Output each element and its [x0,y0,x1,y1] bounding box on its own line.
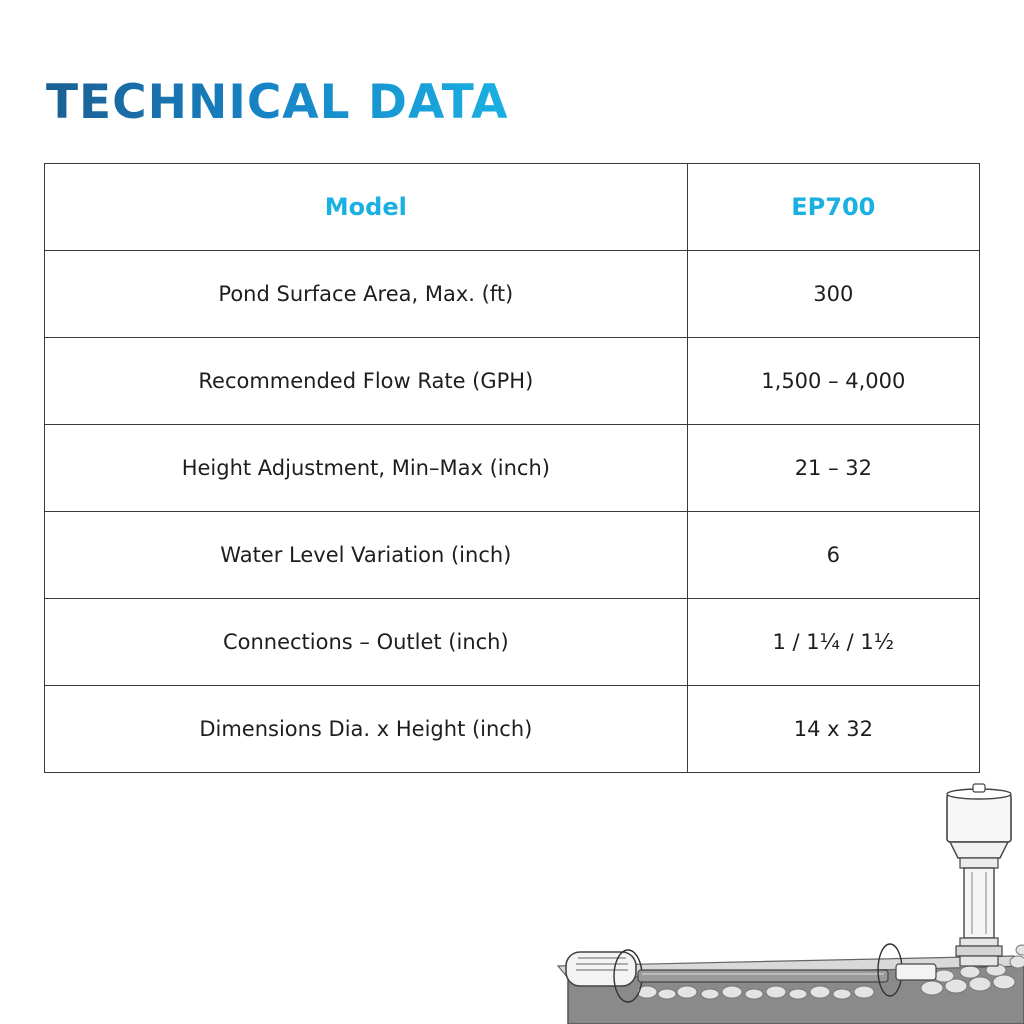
pond-skimmer-illustration [552,780,1024,1024]
table-row [45,251,980,338]
table-row [45,686,980,773]
row-value: 6 [687,512,979,599]
table-row [45,599,980,686]
row-value: 14 x 32 [687,686,979,773]
row-label: Height Adjustment, Min–Max (inch) [45,425,688,512]
row-label: Connections – Outlet (inch) [45,599,688,686]
row-label: Water Level Variation (inch) [45,512,688,599]
row-value: 300 [687,251,979,338]
technical-data-table [44,163,980,773]
table-row [45,338,980,425]
skimmer-column [947,784,1011,966]
row-label: Recommended Flow Rate (GPH) [45,338,688,425]
table-row [45,425,980,512]
row-value: 1 / 1¼ / 1½ [687,599,979,686]
row-label: Pond Surface Area, Max. (ft) [45,251,688,338]
table-header-row [45,164,980,251]
header-model-value: EP700 [687,164,979,251]
table-row [45,512,980,599]
page-title: TECHNICAL DATA [46,75,509,130]
row-label: Dimensions Dia. x Height (inch) [45,686,688,773]
header-model-label: Model [45,164,688,251]
row-value: 21 – 32 [687,425,979,512]
row-value: 1,500 – 4,000 [687,338,979,425]
